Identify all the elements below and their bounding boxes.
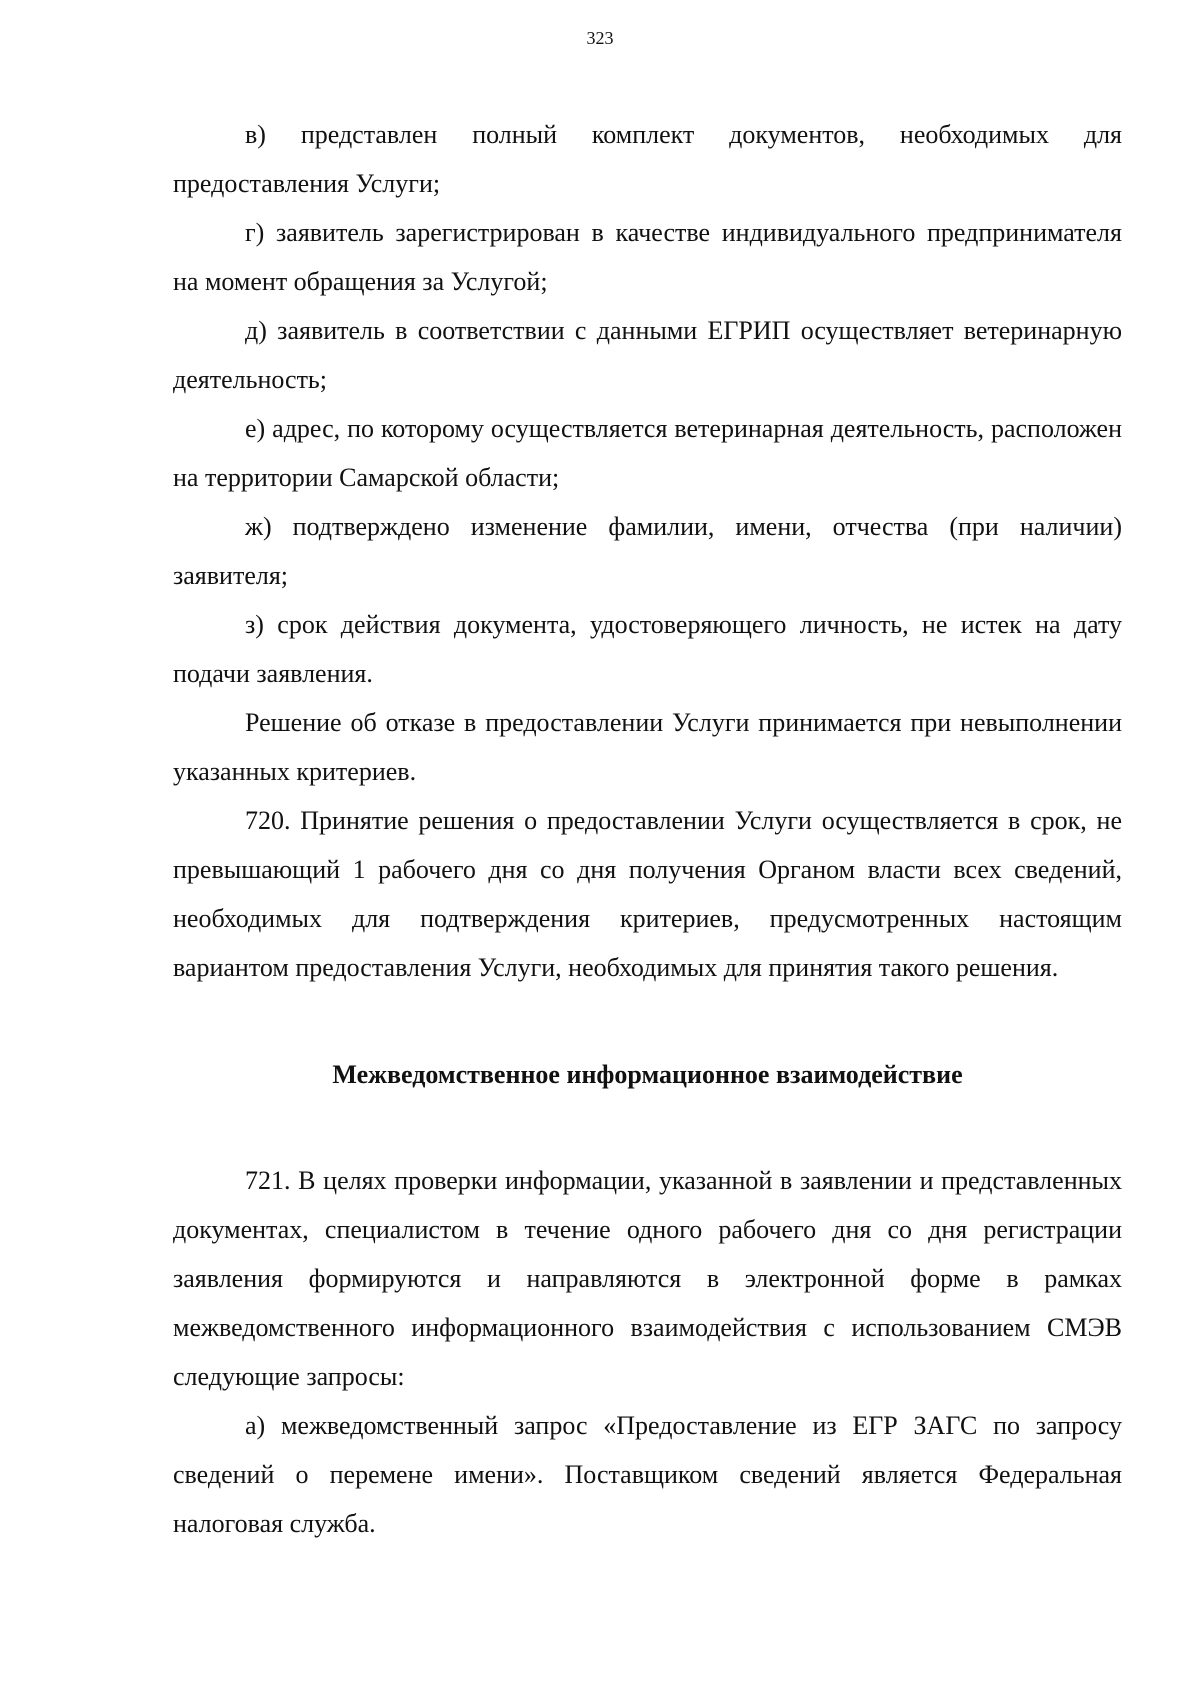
page-number: 323	[586, 28, 614, 48]
paragraph-item-a: а) межведомственный запрос «Предоставление из ЕГР ЗАГС по запросу сведений о перемене имени». Поставщиком сведений является Федеральная налоговая служба.	[173, 1411, 1122, 1538]
paragraph-item-v: в) представлен полный комплект документов, необходимых для предоставления Услуги;	[173, 120, 1122, 198]
paragraph-item-g: г) заявитель зарегистрирован в качестве индивидуального предпринимателя на момент обращения за Услугой;	[173, 218, 1122, 296]
paragraph-721: 721. В целях проверки информации, указанной в заявлении и представленных документах, специалистом в течение одного рабочего дня со дня регистрации заявления формируются и направляются в электронной форме в рамках межведомственного информационного взаимодействия с использованием СМЭВ следующие запросы:	[173, 1166, 1122, 1391]
paragraph-refusal-decision: Решение об отказе в предоставлении Услуги принимается при невыполнении указанных критериев.	[173, 708, 1122, 786]
document-body	[173, 110, 1122, 1548]
paragraph-item-zh: ж) подтверждено изменение фамилии, имени, отчества (при наличии) заявителя;	[173, 512, 1122, 590]
paragraph-item-e: е) адрес, по которому осуществляется ветеринарная деятельность, расположен на территории Самарской области;	[173, 414, 1122, 492]
paragraph-720: 720. Принятие решения о предоставлении Услуги осуществляется в срок, не превышающий 1 рабочего дня со дня получения Органом власти всех сведений, необходимых для подтверждения критериев, предусмотренных настоящим вариантом предоставления Услуги, необходимых для принятия такого решения.	[173, 806, 1122, 982]
section-heading: Межведомственное информационное взаимодействие	[332, 1060, 963, 1089]
paragraph-item-z: з) срок действия документа, удостоверяющего личность, не истек на дату подачи заявления.	[173, 610, 1122, 688]
paragraph-item-d: д) заявитель в соответствии с данными ЕГРИП осуществляет ветеринарную деятельность;	[173, 316, 1122, 394]
